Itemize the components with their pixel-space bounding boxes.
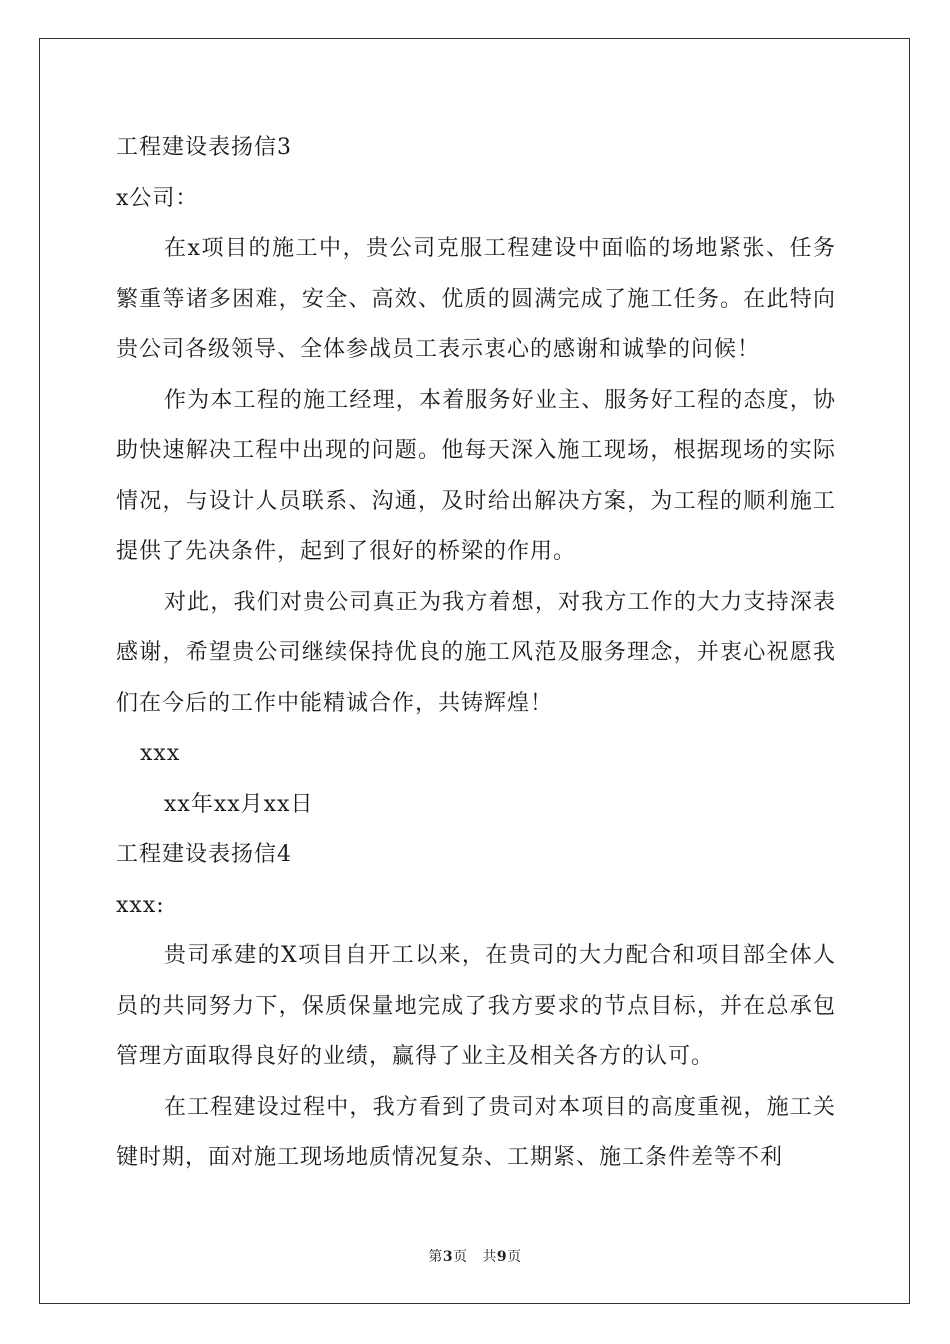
document-body	[116, 123, 836, 1184]
section-4-paragraph: 在工程建设过程中，我方看到了贵司对本项目的高度重视，施工关键时期，面对施工现场地质情况复杂、工期紧、施工条件差等不利	[116, 1094, 836, 1170]
footer-current-page: 3	[442, 1249, 454, 1265]
page-footer	[0, 1246, 950, 1266]
section-4-salutation: xxx:	[116, 892, 165, 918]
section-3-paragraph: 对此，我们对贵公司真正为我方着想，对我方工作的大力支持深表感谢，希望贵公司继续保持优良的施工风范及服务理念，并衷心祝愿我们在今后的工作中能精诚合作，共铸辉煌！	[116, 589, 836, 716]
footer-total-pages: 9	[496, 1249, 508, 1265]
section-3-paragraph: 在x项目的施工中，贵公司克服工程建设中面临的场地紧张、任务繁重等诸多困难，安全、高效、优质的圆满完成了施工任务。在此特向贵公司各级领导、全体参战员工表示衷心的感谢和诚挚的问候！	[116, 236, 836, 362]
footer-page-suffix: 页	[453, 1249, 468, 1265]
section-4-title: 工程建设表扬信4	[116, 842, 292, 867]
footer-prefix: 第	[428, 1249, 443, 1265]
footer-total-prefix: 共	[482, 1249, 497, 1265]
section-3-paragraph: 作为本工程的施工经理，本着服务好业主、服务好工程的态度，协助快速解决工程中出现的问题。他每天深入施工现场，根据现场的实际情况，与设计人员联系、沟通，及时给出解决方案，为工程的顺利施工提供了先决条件，起到了很好的桥梁的作用。	[116, 387, 836, 564]
section-4-paragraph: 贵司承建的X项目自开工以来，在贵司的大力配合和项目部全体人员的共同努力下，保质保量地完成了我方要求的节点目标，并在总承包管理方面取得良好的业绩，赢得了业主及相关各方的认可。	[116, 943, 836, 1069]
section-3-title: 工程建设表扬信3	[116, 135, 292, 160]
section-3-date: xx年xx月xx日	[164, 791, 314, 817]
section-3-salutation: x公司：	[116, 185, 199, 211]
section-3-signature: xxx	[140, 741, 181, 766]
footer-total-suffix: 页	[507, 1249, 522, 1265]
